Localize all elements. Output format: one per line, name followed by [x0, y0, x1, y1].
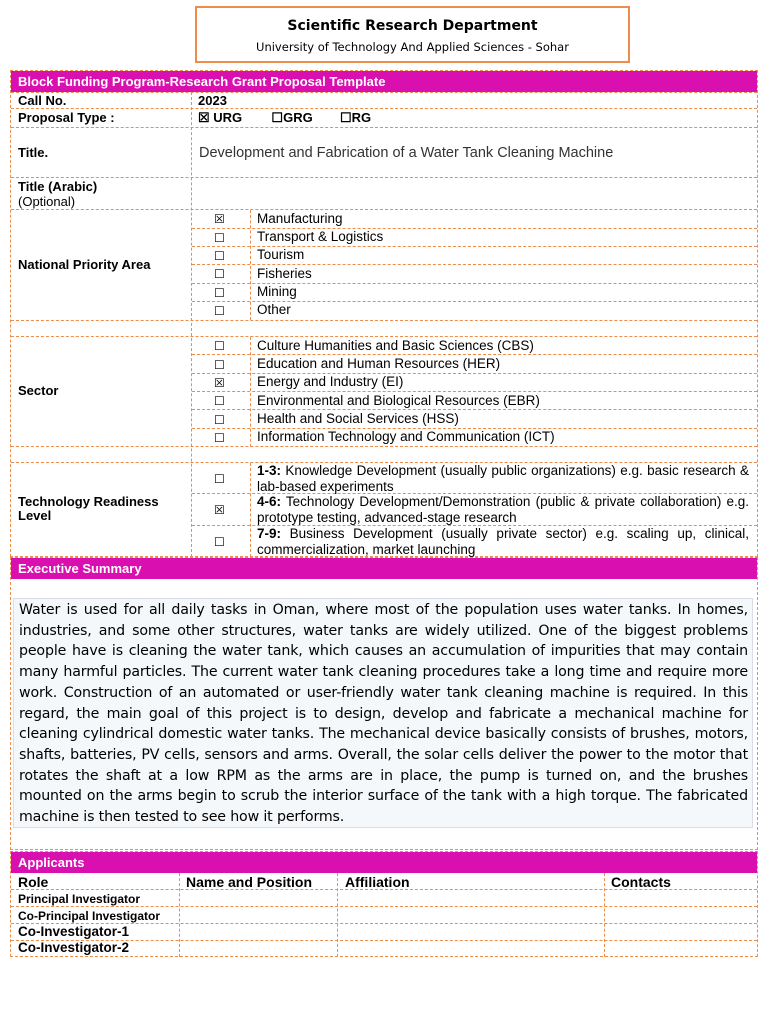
column-name-position: Name and Position — [186, 874, 313, 890]
urg-label: URG — [213, 110, 243, 125]
role-co-investigator-1: Co-Investigator-1 — [18, 924, 130, 939]
title-arabic-optional: (Optional) — [18, 194, 76, 209]
option-fisheries: Fisheries — [257, 266, 312, 281]
checkbox-hss[interactable]: ☐ — [214, 413, 225, 427]
priority-area-label: National Priority Area — [18, 257, 151, 272]
executive-summary-text: Water is used for all daily tasks in Oman, where most of the population uses water tanks. In homes, industries, and some other structures, water tanks are widely utilized. One of the biggest problems people have is cleaning the water tank, which causes an accumulation of impurities that may contain many harmful particles. The current water tank cleaning procedures take a long time and require more work. Construction of an automated or user-friendly water tank cleaning machine is required. In this regard, the main goal of this project is to design, develop and fabricate a mechanical machine for cleaning cylindrical domestic water tanks. The mechanical device basically consists of brushes, motors, shafts, batteries, PV cells, sensors and arms. Overall, the solar cells deliver the power to the motor that rotates the shaft at a low RPM as the arms are in place, the pump is turned on, and the brushes mounted on the arms begin to scrub the interior surface of the tank with a high torque. The fabricated machine is then tested to see how it performs. — [13, 598, 753, 828]
checkbox-ebr[interactable]: ☐ — [214, 394, 225, 408]
checkbox-urg[interactable]: ☒ — [198, 110, 210, 125]
title-value: Development and Fabrication of a Water Tank Cleaning Machine — [199, 145, 614, 161]
university-name: University of Technology And Applied Sciences - Sohar — [256, 40, 569, 54]
trl-option-4-6 — [257, 494, 749, 525]
template-title: Block Funding Program-Research Grant Proposal Template — [18, 74, 386, 89]
column-role: Role — [18, 874, 49, 890]
row-line — [192, 354, 757, 355]
checkbox-transport[interactable]: ☐ — [214, 231, 225, 245]
option-manufacturing: Manufacturing — [257, 211, 343, 226]
checkbox-mining[interactable]: ☐ — [214, 286, 225, 300]
row-line — [11, 906, 757, 907]
row-line — [192, 409, 757, 410]
call-no-value: 2023 — [198, 93, 227, 108]
role-co-investigator-2: Co-Investigator-2 — [18, 940, 130, 955]
option-tourism: Tourism — [257, 247, 305, 262]
row-line — [192, 391, 757, 392]
role-co-principal-investigator: Co-Principal Investigator — [18, 909, 161, 923]
trl-box-divider — [250, 463, 251, 557]
applicants-band — [11, 852, 757, 873]
trl-text-1-3: Knowledge Development (usually public organizations) e.g. basic research & lab-based experiments — [257, 463, 749, 494]
trl-label: Technology Readiness Level — [18, 494, 159, 523]
option-other: Other — [257, 302, 291, 317]
trl-option-7-9 — [257, 526, 749, 557]
checkbox-trl-7-9[interactable]: ☐ — [214, 535, 225, 549]
column-affiliation: Affiliation — [345, 874, 410, 890]
proposal-type-label: Proposal Type : — [18, 110, 115, 125]
checkbox-cbs[interactable]: ☐ — [214, 339, 225, 353]
rg-label: RG — [351, 110, 372, 125]
row-line — [192, 264, 757, 265]
executive-summary-heading: Executive Summary — [18, 561, 142, 576]
row-line — [11, 108, 757, 109]
row-line — [11, 177, 757, 178]
checkbox-her[interactable]: ☐ — [214, 358, 225, 372]
trl-range-1-3: 1-3: — [257, 463, 282, 478]
row-line — [11, 209, 757, 210]
col-line — [337, 873, 338, 957]
proposal-type-options — [198, 111, 371, 125]
trl-text-7-9: Business Development (usually private sector) e.g. scaling up, clinical, commercialization, market launching — [257, 526, 749, 557]
applicants-heading: Applicants — [18, 855, 85, 870]
title-label: Title. — [18, 145, 49, 160]
title-arabic-label: Title (Arabic) — [18, 179, 98, 194]
option-her: Education and Human Resources (HER) — [257, 356, 501, 371]
sector-label: Sector — [18, 383, 59, 398]
row-line — [11, 127, 757, 128]
executive-summary-band — [11, 558, 757, 579]
role-principal-investigator: Principal Investigator — [18, 892, 141, 906]
checkbox-tourism[interactable]: ☐ — [214, 249, 225, 263]
column-divider — [191, 92, 192, 557]
column-contacts: Contacts — [611, 874, 671, 890]
checkbox-grg[interactable]: ☐ — [271, 110, 284, 125]
checkbox-ict[interactable]: ☐ — [214, 431, 225, 445]
priority-box-divider — [250, 210, 251, 320]
option-ict: Information Technology and Communication (ICT) — [257, 429, 555, 444]
trl-option-1-3 — [257, 463, 749, 494]
checkbox-other[interactable]: ☐ — [214, 304, 225, 318]
template-title-band — [11, 71, 757, 92]
trl-text-4-6: Technology Development/Demonstration (public & private collaboration) e.g. prototype testing, advanced-stage research — [257, 494, 749, 525]
col-line — [604, 873, 605, 957]
department-header — [195, 6, 630, 63]
checkbox-ei[interactable]: ☒ — [214, 376, 225, 390]
option-ei: Energy and Industry (EI) — [257, 374, 404, 389]
grg-label: GRG — [283, 110, 313, 125]
checkbox-fisheries[interactable]: ☐ — [214, 267, 225, 281]
checkbox-trl-4-6[interactable]: ☒ — [214, 503, 225, 517]
trl-range-4-6: 4-6: — [257, 494, 282, 509]
option-transport: Transport & Logistics — [257, 229, 384, 244]
row-line — [11, 336, 757, 337]
checkbox-rg[interactable]: ☐ — [339, 110, 352, 125]
option-mining: Mining — [257, 284, 297, 299]
department-title: Scientific Research Department — [287, 18, 538, 34]
call-no-label: Call No. — [18, 93, 67, 108]
checkbox-trl-1-3[interactable]: ☐ — [214, 472, 225, 486]
checkbox-manufacturing[interactable]: ☒ — [214, 212, 225, 226]
col-line — [179, 873, 180, 957]
row-line — [11, 320, 757, 321]
option-hss: Health and Social Services (HSS) — [257, 411, 459, 426]
row-line — [11, 446, 757, 447]
option-cbs: Culture Humanities and Basic Sciences (CBS) — [257, 338, 534, 353]
row-line — [11, 92, 757, 93]
option-ebr: Environmental and Biological Resources (EBR) — [257, 393, 540, 408]
trl-range-7-9: 7-9: — [257, 526, 282, 541]
